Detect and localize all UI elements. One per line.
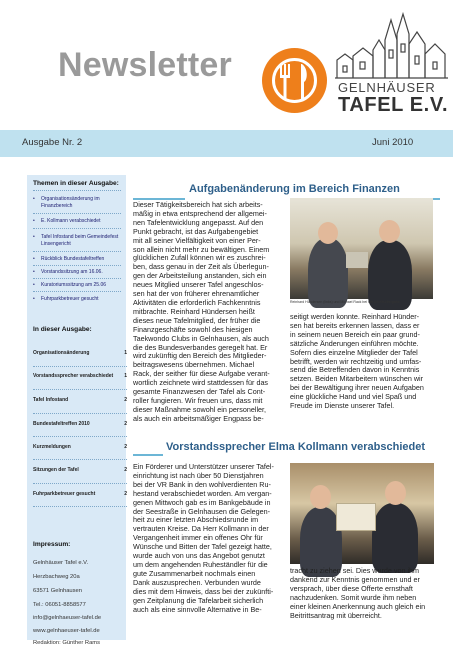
divider xyxy=(33,459,127,460)
text-line: gen Zeitplanung die Tafelarbeit sicherlich xyxy=(133,595,264,605)
text-line: dies mit dem Hinweis, dass bei der zukünfti- xyxy=(133,586,274,596)
text-line: Rack, der seither für diese Aufgabe verant- xyxy=(133,369,270,379)
article2-column2 xyxy=(290,567,440,620)
text-line: seitigt werden konnte. Reinhard Hünder- xyxy=(290,312,420,321)
text-line: Ein Förderer und Unterstützer unserer Tafel- xyxy=(133,462,274,471)
text-line: hestand verabschiedet worden. Am vergan- xyxy=(133,488,272,498)
person-head xyxy=(385,481,406,505)
sidebar-themes-heading: Themen in dieser Ausgabe: xyxy=(33,180,119,187)
text-line: gute Zusammenarbeit nochmals einen xyxy=(133,568,256,578)
impressum-heading: Impressum: xyxy=(33,541,71,548)
toc-row: Sitzungen der Tafel 2 xyxy=(33,467,127,473)
text-line: Sofern dies einzelne Mitglieder der Tafel xyxy=(290,347,418,357)
text-line: Punkt gebracht, ist das Aufgabengebiet xyxy=(133,226,259,236)
text-line: Aktivitäten die erforderlich Fachkenntnis xyxy=(133,297,261,307)
text-line: einrichtung ist nach über 50 Dienstjahren xyxy=(133,470,264,480)
text-line: auch als eine sinnvolle Alternative in Be- xyxy=(133,604,262,614)
article2-photo xyxy=(290,463,434,564)
text-line: sen hat der von früherer ehrenamtlicher xyxy=(133,289,260,299)
text-line: einer kleinen Anerkennung auch gleich ein xyxy=(290,601,426,611)
text-line: Taekwondo Clubs in Gelnhausen, als auch xyxy=(133,333,269,343)
issue-number: Ausgabe Nr. 2 xyxy=(22,137,83,148)
sidebar-theme-item: • Tafel Infostand beim Gemeindefest Linsengericht xyxy=(33,234,119,247)
text-line: nen Tafelentwicklung angepasst. Auf den xyxy=(133,217,264,227)
divider xyxy=(33,366,127,367)
text-line: um dem angehenden Ruheständler für die xyxy=(133,559,268,569)
text-line: mäßig in etwa entsprechend der allgemei- xyxy=(133,208,267,218)
text-line: Freude im Dienste unserer Tafel. xyxy=(290,401,395,411)
toc-row: Tafel Infostand 2 xyxy=(33,397,127,403)
text-line: der Seestraße in Gelnhausen die Gelegen- xyxy=(133,506,271,516)
article1-photo xyxy=(290,198,433,299)
toc-row: Bundestafeltreffen 2010 2 xyxy=(33,421,127,427)
divider xyxy=(33,265,121,266)
divider xyxy=(33,389,127,390)
impressum-line: Gelnhäuser Tafel e.V. xyxy=(33,560,89,566)
text-line: mit all seiner Vielfältigkeit von einer Per- xyxy=(133,235,261,245)
impressum-line: Tel.: 06051-8858577 xyxy=(33,602,86,608)
text-line: roller fungieren. Wir freuen uns, dass mit xyxy=(133,395,263,405)
person-figure xyxy=(372,503,418,573)
text-line: mitbrachte. Reinhard Hündersen heißt xyxy=(133,306,255,316)
sidebar-theme-item: • Vorstandssitzung am 16.06. xyxy=(33,269,103,275)
divider xyxy=(33,506,127,507)
text-line: glücklichen Zufall können wir es zuschrei- xyxy=(133,253,266,263)
sidebar-theme-item: • E. Kollmann verabschiedet xyxy=(33,218,101,224)
divider xyxy=(33,251,121,252)
sidebar-theme-item: • Organisationsänderung im Finanzbereich xyxy=(33,196,100,209)
text-line: dieser Maßnahme sowohl ein personeller, xyxy=(133,404,267,414)
text-line: send die Betreffenden davon in Kenntnis xyxy=(290,365,420,375)
text-line: Dank auszusprechen. Verbunden wurde xyxy=(133,577,261,587)
divider xyxy=(33,213,121,214)
text-line: eine glückliche Hand und viel Spaß und xyxy=(290,392,417,402)
impressum-line: 63571 Gelnhausen xyxy=(33,588,82,594)
sidebar-theme-item: • Rückblick Bundestafeltreffen xyxy=(33,256,105,262)
text-line: neues Mitglied unserer Tafel angeschlos- xyxy=(133,280,264,290)
fork-knife-icon xyxy=(262,48,327,113)
divider xyxy=(33,483,127,484)
impressum-line: Redaktion: Günther Rams xyxy=(33,640,101,646)
divider xyxy=(33,436,127,437)
person-head xyxy=(318,222,338,244)
text-line: Finanzgeschäfte sowohl des hiesigen xyxy=(133,324,253,334)
text-line: Dieser Tätigkeitsbereich hat sich arbeits- xyxy=(133,200,263,209)
divider xyxy=(33,190,121,191)
toc-row: Vorstandssprecher verabschiedet 1 xyxy=(33,373,127,379)
text-line: sen hat bereits erkennen lassen, dass er xyxy=(290,320,420,330)
text-line: bei der VR Bank in den wohlverdienten Ru- xyxy=(133,479,271,489)
sidebar-theme-item: • Fuhrparkbetreuer gesucht xyxy=(33,296,99,302)
text-line: Vergangenheit immer ein offenes Ohr für xyxy=(133,533,263,543)
text-line: heit zu einer letzten Abschiedsrunde im xyxy=(133,515,259,525)
text-line: wurde auch von uns das Angebot genutzt xyxy=(133,551,265,561)
divider xyxy=(133,454,163,456)
sidebar-theme-item: • Kuratoriumssitzung am 25.06 xyxy=(33,282,107,288)
article1-photo-caption: Reinhard Hündersen (links) und Michael Rack bei der Arbeitsübergabe xyxy=(290,300,400,304)
article1-column2 xyxy=(290,313,440,411)
text-line: ben, dass genau in der Zeit als Überlegun- xyxy=(133,262,269,272)
toc-row: Kurzmeldungen 2 xyxy=(33,444,127,450)
issue-date: Juni 2010 xyxy=(372,137,414,148)
text-line: betrifft, werden wir rechtzeitig und umfas- xyxy=(290,356,422,366)
text-line: gen der Arbeitsteilung anstanden, sich ein xyxy=(133,271,267,281)
text-line: bei der Bewältigung ihrer neuen Aufgaben xyxy=(290,383,424,393)
impressum-email[interactable]: info@gelnhaeuser-tafel.de xyxy=(33,615,102,621)
folder-shape xyxy=(346,252,368,268)
text-line: in seinem neuen Bereich ein paar grund- xyxy=(290,329,420,339)
newsletter-title: Newsletter xyxy=(58,46,232,84)
person-head xyxy=(310,485,331,509)
impressum-line: Herzbachweg 20a xyxy=(33,574,80,580)
text-line: versprach, über diese Offerte ernsthaft xyxy=(290,583,413,593)
divider xyxy=(33,278,121,279)
person-figure xyxy=(308,238,348,308)
text-line: sätzliche Änderungen einführen möchte. xyxy=(290,338,419,348)
text-line: setzen. Beiden Mitarbeitern wünschen wir xyxy=(290,374,424,384)
text-line: genen Mittwoch gab es im Bankgebäude in xyxy=(133,497,271,507)
text-line: tracht zu ziehen sei. Dies wurde von ihm xyxy=(290,566,420,575)
text-line: son allein nicht mehr zu bewältigen. Einem xyxy=(133,244,270,254)
toc-row: Organisationsänderung 1 xyxy=(33,350,127,356)
toc-row: Fuhrparkbetreuer gesucht 2 xyxy=(33,491,127,497)
certificate-shape xyxy=(336,503,376,531)
article1-column1 xyxy=(133,201,285,424)
text-line: vertrauten Kreise. Da Herr Kollmann in der xyxy=(133,524,269,534)
text-line: dankend zur Kenntnis genommen und er xyxy=(290,574,420,584)
text-line: Wünsche und Bitten der Tafel gezeigt hatte, xyxy=(133,542,272,552)
article1-title: Aufgabenänderung im Bereich Finanzen xyxy=(189,183,400,195)
text-line: nachzudenken. Somit wurde ihm neben xyxy=(290,592,417,602)
text-line: wortlich zeichnete wird stattdessen für das xyxy=(133,378,269,388)
text-line: dieses neue Tafelmitglied, der früher die xyxy=(133,315,261,325)
person-head xyxy=(379,220,400,243)
article2-title: Vorstandssprecher Elma Kollmann verabschiedet xyxy=(166,441,425,453)
text-line: gesamte Finanzwesen der Tafel als Cont- xyxy=(133,387,266,397)
logo-text-org: TAFEL E.V. xyxy=(338,94,449,116)
impressum-website[interactable]: www.gelnhaeuser-tafel.de xyxy=(33,628,100,634)
skyline-logo-icon xyxy=(335,10,448,80)
text-line: als auch ein arbeitsmäßiger Engpass be- xyxy=(133,413,264,423)
divider xyxy=(33,413,127,414)
tafel-logo-icon xyxy=(262,48,327,113)
logo-text-city: GELNHÄUSER xyxy=(338,80,436,95)
article2-column1 xyxy=(133,463,285,614)
text-line: wird zukünftig den Bereich des Mitglieder- xyxy=(133,351,267,361)
text-line: beitragswesens übernehmen. Michael xyxy=(133,360,255,370)
divider xyxy=(33,291,121,292)
text-line: die des Bundesverbandes geregelt hat. Er xyxy=(133,342,268,352)
text-line: Beitrittsantrag mit überreicht. xyxy=(290,610,382,620)
divider xyxy=(33,228,121,229)
sidebar-inside-heading: In dieser Ausgabe: xyxy=(33,326,92,333)
